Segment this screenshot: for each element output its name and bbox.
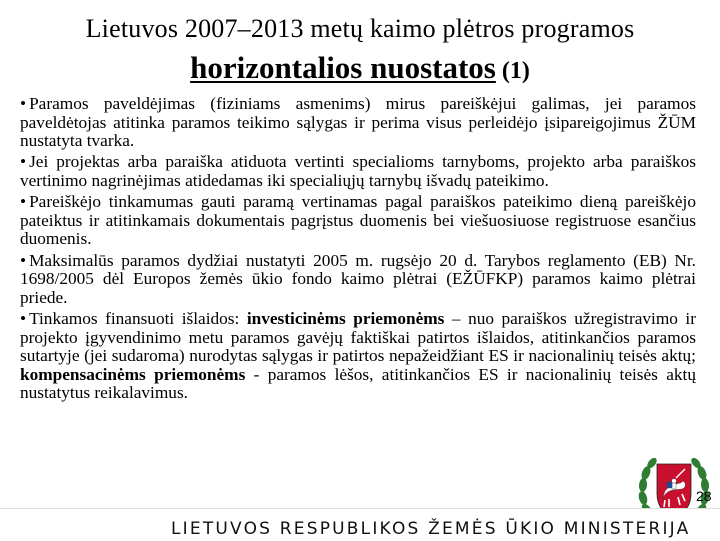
paragraph-text-part2: – nuo paraiškos užregistravimo ir projekto įgyvendinimo metu paramos gavėjų faktiškai patirtos išlaidos, atitinkančios paramos sutartyje (jei sudaroma) nurodytas sąlygas ir patirtos nepažeidžiant ES ir nacionalinių teisės aktų; <box>20 308 696 366</box>
bullet: • <box>20 152 27 172</box>
paragraph-bold-investment: investicinėms priemonėms <box>246 308 445 328</box>
slide-title-suffix: (1) <box>495 58 530 84</box>
body-text <box>20 95 696 405</box>
bullet: • <box>20 308 27 328</box>
page-number: 28 <box>696 488 712 504</box>
paragraph-text-part1: Tinkamos finansuoti išlaidos: <box>29 308 247 328</box>
paragraph-inheritance <box>20 95 696 151</box>
paragraph-text: Maksimalūs paramos dydžiai nustatyti 2005 m. rugsėjo 20 d. Tarybos reglamento (EB) Nr. 1698/2005 dėl Europos žemės ūkio fondo kaimo plėtrai (EŽŪFKP) paramos kaimo plėtrai priede. <box>20 250 696 307</box>
footer-bar <box>0 508 720 541</box>
bullet: • <box>20 192 27 212</box>
paragraph-text: Jei projektas arba paraiška atiduota vertinti specialioms tarnyboms, projekto arba paraiškos vertinimo nagrinėjimas atidedamas iki specialiųjų tarnybų išvadų pateikimo. <box>20 152 696 190</box>
slide-title-line1: Lietuvos 2007–2013 metų kaimo plėtros programos <box>85 14 635 43</box>
slide-title-main: horizontalios nuostatos <box>190 50 496 85</box>
slide-title-line2 <box>0 49 720 90</box>
paragraph-special-services <box>20 153 696 190</box>
paragraph-eligible-costs <box>20 310 696 403</box>
paragraph-eligibility <box>20 193 696 249</box>
paragraph-text: Paramos paveldėjimas (fiziniams asmenims) mirus pareiškėjui galimas, jei paramos paveldėtojas atitinka paramos teikimo sąlygas ir perima visus perleidėjo įsipareigojimus ŽŪM nustatyta tvarka. <box>20 94 696 151</box>
paragraph-text-part3: - paramos lėšos, atitinkančios ES ir nacionalinių teisės aktų nustatytus reikalavimus. <box>20 364 696 403</box>
bullet: • <box>20 250 27 270</box>
footer-ministry-name: LIETUVOS RESPUBLIKOS ŽEMĖS ŪKIO MINISTERIJA <box>171 519 691 539</box>
paragraph-bold-compensatory: kompensacinėms priemonėms <box>20 364 246 384</box>
paragraph-maximum-amounts <box>20 252 696 308</box>
paragraph-text: Pareiškėjo tinkamumas gauti paramą vertinamas pagal paraiškos pateikimo dieną pareiškėjo pateiktus ir atitinkamais dokumentais pagrįstus duomenis bei viešuosiuose registruose esančius duomenis. <box>20 192 696 249</box>
bullet: • <box>20 94 27 113</box>
